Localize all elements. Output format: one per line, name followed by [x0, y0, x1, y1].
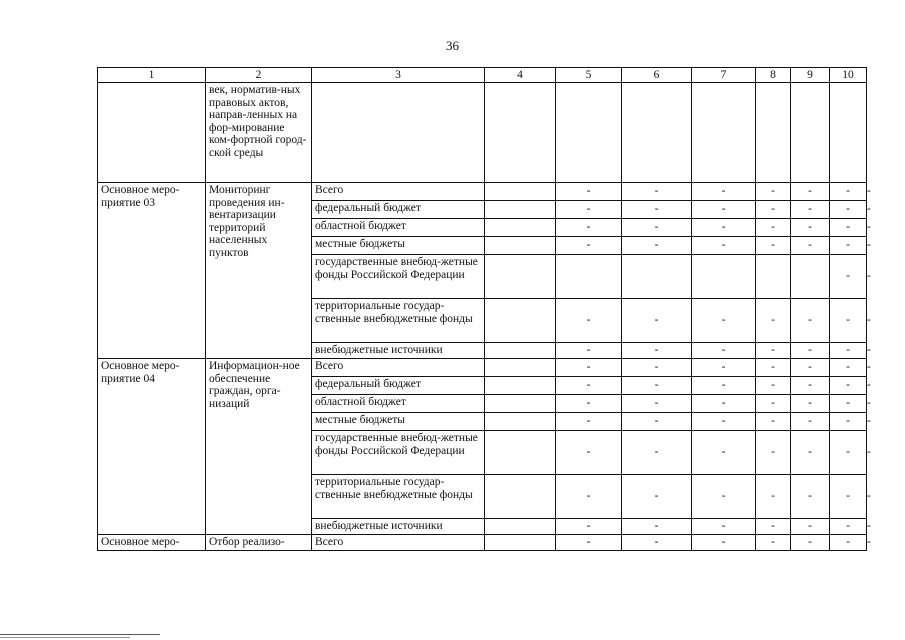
funding-value: - [556, 201, 622, 219]
funding-source: федеральный бюджет [312, 377, 485, 395]
funding-value: - [692, 535, 756, 551]
funding-row: Основное меро-приятие 04 Информацион-ное обеспечение граждан, орга-низаций Всего - - - - - - - [98, 359, 867, 377]
funding-value [622, 255, 692, 299]
funding-value: - [756, 237, 791, 255]
funding-row: внебюджетные источники - - - - - - - [98, 343, 867, 359]
funding-row: территориальные государ-ственные внебюджетные фонды - - - - - - - [98, 299, 867, 343]
funding-value: - [556, 475, 622, 519]
funding-value: - [830, 255, 867, 299]
column-number: 5 [556, 68, 622, 83]
empty-year-cell [485, 395, 556, 413]
funding-row: местные бюджеты - - - - - - - [98, 237, 867, 255]
funding-source: федеральный бюджет [312, 201, 485, 219]
funding-value: - [791, 535, 830, 551]
funding-source: внебюджетные источники [312, 519, 485, 535]
funding-source: Всего [312, 359, 485, 377]
funding-value: - [556, 237, 622, 255]
empty-year-cell [485, 255, 556, 299]
funding-value: - [692, 377, 756, 395]
empty-year-cell [485, 299, 556, 343]
funding-source: внебюджетные источники [312, 343, 485, 359]
column-number: 4 [485, 68, 556, 83]
funding-value: - [556, 183, 622, 201]
funding-source: областной бюджет [312, 219, 485, 237]
column-number: 7 [692, 68, 756, 83]
empty-year-cell [485, 359, 556, 377]
funding-value: - [622, 413, 692, 431]
funding-value: - [791, 343, 830, 359]
funding-value: - [692, 219, 756, 237]
activity-description: Мониторинг проведения ин-вентаризации территорий населенных пунктов [206, 183, 312, 359]
funding-source: областной бюджет [312, 395, 485, 413]
column-number-row [98, 68, 867, 83]
funding-value: - [791, 299, 830, 343]
funding-value: - [556, 431, 622, 475]
funding-value: - [622, 377, 692, 395]
empty-cell [756, 83, 791, 183]
funding-value: - [622, 237, 692, 255]
empty-year-cell [485, 219, 556, 237]
funding-value: - [830, 377, 867, 395]
funding-row: государственные внебюд-жетные фонды Российской Федерации - - - - - - - [98, 431, 867, 475]
funding-value: - [791, 413, 830, 431]
funding-value: - [830, 183, 867, 201]
funding-value: - [756, 519, 791, 535]
empty-cell [791, 83, 830, 183]
funding-value: - [791, 219, 830, 237]
funding-row: территориальные государ-ственные внебюджетные фонды - - - - - - - [98, 475, 867, 519]
funding-value: - [622, 343, 692, 359]
funding-source: Всего [312, 535, 485, 551]
funding-value: - [692, 395, 756, 413]
empty-year-cell [485, 475, 556, 519]
continuation-row [98, 83, 867, 183]
funding-value: - [556, 299, 622, 343]
funding-value: - [756, 377, 791, 395]
column-number: 1 [98, 68, 206, 83]
funding-value: - [756, 413, 791, 431]
funding-value: - [622, 535, 692, 551]
empty-year-cell [485, 343, 556, 359]
funding-value: - [556, 377, 622, 395]
funding-source: местные бюджеты [312, 237, 485, 255]
funding-value: - [692, 183, 756, 201]
column-number: 9 [791, 68, 830, 83]
column-number: 6 [622, 68, 692, 83]
funding-value: - [791, 395, 830, 413]
funding-value: - [830, 413, 867, 431]
funding-value: - [756, 359, 791, 377]
funding-value: - [692, 519, 756, 535]
column-number: 3 [312, 68, 485, 83]
page-number: 36 [446, 38, 459, 53]
funding-source: Всего [312, 183, 485, 201]
funding-value: - [622, 359, 692, 377]
funding-value: - [692, 359, 756, 377]
funding-value: - [830, 395, 867, 413]
activity-description: Информацион-ное обеспечение граждан, орга-низаций [206, 359, 312, 535]
empty-cell [556, 83, 622, 183]
funding-value: - [830, 201, 867, 219]
funding-row: федеральный бюджет - - - - - - - [98, 201, 867, 219]
funding-value: - [692, 343, 756, 359]
funding-value: - [791, 475, 830, 519]
funding-row: Основное меро-приятие 03 Мониторинг проведения ин-вентаризации территорий населенных пунктов Всего - - - - - - - [98, 183, 867, 201]
funding-value: - [622, 183, 692, 201]
funding-value: - [556, 519, 622, 535]
funding-value: - [622, 431, 692, 475]
funding-value: - [622, 519, 692, 535]
empty-cell [830, 83, 867, 183]
empty-year-cell [485, 431, 556, 475]
funding-value: - [830, 219, 867, 237]
funding-value: - [791, 431, 830, 475]
empty-cell [692, 83, 756, 183]
activity-name: Основное меро-приятие 03 [98, 183, 206, 359]
funding-value: - [756, 343, 791, 359]
funding-value: - [756, 219, 791, 237]
empty-year-cell [485, 237, 556, 255]
funding-value: - [756, 395, 791, 413]
funding-row: федеральный бюджет - - - - - - - [98, 377, 867, 395]
funding-value: - [556, 359, 622, 377]
column-number: 2 [206, 68, 312, 83]
empty-cell [485, 83, 556, 183]
funding-value: - [756, 475, 791, 519]
funding-value: - [692, 237, 756, 255]
funding-value: - [830, 535, 867, 551]
funding-value: - [556, 343, 622, 359]
funding-source: территориальные государ-ственные внебюджетные фонды [312, 299, 485, 343]
funding-value: - [756, 183, 791, 201]
empty-year-cell [485, 183, 556, 201]
funding-row: местные бюджеты - - - - - - - [98, 413, 867, 431]
funding-row: областной бюджет - - - - - - - [98, 219, 867, 237]
funding-value: - [791, 201, 830, 219]
empty-year-cell [485, 201, 556, 219]
funding-source: территориальные государ-ственные внебюджетные фонды [312, 475, 485, 519]
empty-year-cell [485, 413, 556, 431]
activity-name: Основное меро-приятие 04 [98, 359, 206, 535]
empty-year-cell [485, 535, 556, 551]
funding-value: - [622, 219, 692, 237]
funding-value: - [830, 299, 867, 343]
funding-value: - [830, 519, 867, 535]
funding-value: - [830, 475, 867, 519]
funding-row: внебюджетные источники - - - - - - - [98, 519, 867, 535]
footnote-rule [0, 634, 160, 635]
funding-value: - [556, 413, 622, 431]
funding-value [791, 255, 830, 299]
empty-cell [622, 83, 692, 183]
funding-value: - [830, 237, 867, 255]
funding-value: - [791, 359, 830, 377]
activity-name-cell [98, 83, 206, 183]
funding-value [556, 255, 622, 299]
funding-value: - [622, 475, 692, 519]
funding-row: областной бюджет - - - - - - - [98, 395, 867, 413]
funding-value: - [830, 343, 867, 359]
funding-value: - [692, 299, 756, 343]
funding-value: - [622, 299, 692, 343]
empty-year-cell [485, 377, 556, 395]
funding-value: - [791, 183, 830, 201]
activity-description-cell: век, норматив-ных правовых актов, направ-ленных на фор-мирование ком-фортной город-ской среды [206, 83, 312, 183]
funding-row: государственные внебюд-жетные фонды Российской Федерации - - [98, 255, 867, 299]
funding-value: - [556, 535, 622, 551]
funding-value: - [791, 377, 830, 395]
funding-source: государственные внебюд-жетные фонды Российской Федерации [312, 255, 485, 299]
truncated-row: Основное меро- Отбор реализо- Всего - - - - - - - [98, 535, 867, 551]
funding-value: - [791, 237, 830, 255]
funding-value: - [556, 395, 622, 413]
funding-value: - [692, 475, 756, 519]
funding-value: - [692, 431, 756, 475]
funding-value: - [756, 535, 791, 551]
funding-value: - [556, 219, 622, 237]
footnote-rule-secondary [0, 637, 130, 638]
funding-value: - [830, 431, 867, 475]
funding-value: - [622, 201, 692, 219]
funding-value: - [756, 201, 791, 219]
funding-value: - [692, 201, 756, 219]
funding-value [756, 255, 791, 299]
funding-value: - [791, 519, 830, 535]
program-resources-table [97, 67, 871, 551]
empty-cell [312, 83, 485, 183]
empty-year-cell [485, 519, 556, 535]
funding-value: - [692, 413, 756, 431]
funding-value [692, 255, 756, 299]
funding-value: - [830, 359, 867, 377]
column-number: 10 [830, 68, 867, 83]
funding-source: местные бюджеты [312, 413, 485, 431]
activity-name: Основное меро- [98, 535, 206, 551]
activity-description: Отбор реализо- [206, 535, 312, 551]
funding-value: - [756, 431, 791, 475]
funding-value: - [756, 299, 791, 343]
funding-value: - [622, 395, 692, 413]
column-number: 8 [756, 68, 791, 83]
funding-source: государственные внебюд-жетные фонды Российской Федерации [312, 431, 485, 475]
